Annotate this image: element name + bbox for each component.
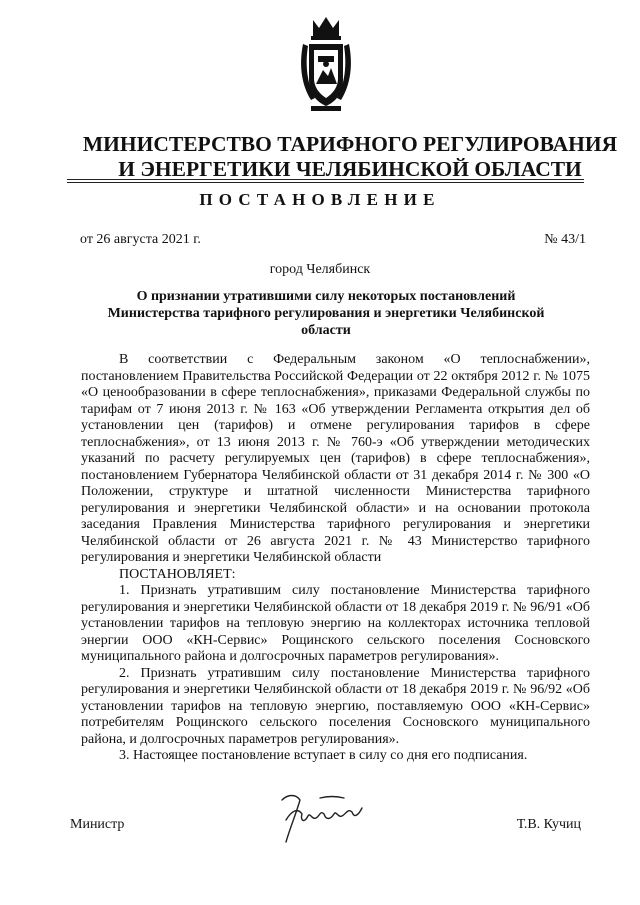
decree-subject: О признании утратившими силу некоторых постановлений Министерства тарифного регулирования и энергетики Челябинской области bbox=[107, 289, 545, 338]
ministry-title bbox=[60, 132, 640, 182]
coat-of-arms-emblem bbox=[297, 14, 355, 116]
ministry-title-line1: МИНИСТЕРСТВО ТАРИФНОГО РЕГУЛИРОВАНИЯ bbox=[82, 132, 618, 156]
decree-number: № 43/1 bbox=[544, 232, 586, 247]
item-1-paragraph: 1. Признать утратившим силу постановление Министерства тарифного регулирования и энергетики Челябинской области от 18 декабря 2019 г. № 96/91 «Об установлении тарифов на тепловую энергию на коллекторах источника тепловой энергии ООО «КН-Сервис» Рощинского сельского поселения Сосновского муниципального района и долгосрочных параметров регулирования». bbox=[81, 583, 590, 664]
handwritten-signature bbox=[262, 790, 374, 848]
header-rule-top bbox=[67, 179, 584, 180]
decree-body bbox=[81, 352, 590, 765]
item-2-paragraph: 2. Признать утратившим силу постановление Министерства тарифного регулирования и энергетики Челябинской области от 18 декабря 2019 г. № 96/92 «Об установлении тарифов на тепловую энергию, поставляемую ООО «КН-Сервис» потребителям Рощинского сельского поселения Сосновского муниципального района, и долгосрочных параметров регулирования». bbox=[81, 665, 590, 747]
header-rule-bottom bbox=[67, 182, 584, 183]
ministry-title-line2: И ЭНЕРГЕТИКИ ЧЕЛЯБИНСКОЙ ОБЛАСТИ bbox=[118, 157, 582, 181]
signatory-position: Министр bbox=[70, 817, 125, 832]
decree-city: город Челябинск bbox=[269, 262, 371, 277]
item-3-paragraph: 3. Настоящее постановление вступает в силу со дня его подписания. bbox=[119, 748, 528, 763]
preamble-paragraph: В соответствии с Федеральным законом «О теплоснабжении», постановлением Правительства Российской Федерации от 22 октября 2012 г. № 1075 «О ценообразовании в сфере теплоснабжения», приказами Федеральной службы по тарифам от 7 июня 2013 г. № 163 «Об утверждении Регламента открытия дел об установлении цен (тарифов) и отмене регулирования тарифов в сфере теплоснабжения», от 13 июня 2013 г. № 760-э «Об утверждении методических указаний по расчету регулируемых цен (тарифов) в сфере теплоснабжения», постановлением Губернатора Челябинской области от 31 декабря 2014 г. № 300 «О Положении, структуре и штатной численности Министерства тарифного регулирования и энергетики Челябинской области» и на основании протокола заседания Правления Министерства тарифного регулирования и энергетики Челябинской области от 26 августа 2021 г. № 43 Министерство тарифного регулирования и энергетики Челябинской области bbox=[81, 352, 590, 565]
signatory-name: Т.В. Кучиц bbox=[516, 817, 581, 832]
resolves-heading: ПОСТАНОВЛЯЕТ: bbox=[119, 566, 236, 582]
document-type: ПОСТАНОВЛЕНИЕ bbox=[199, 190, 441, 209]
decree-date: от 26 августа 2021 г. bbox=[80, 232, 201, 247]
